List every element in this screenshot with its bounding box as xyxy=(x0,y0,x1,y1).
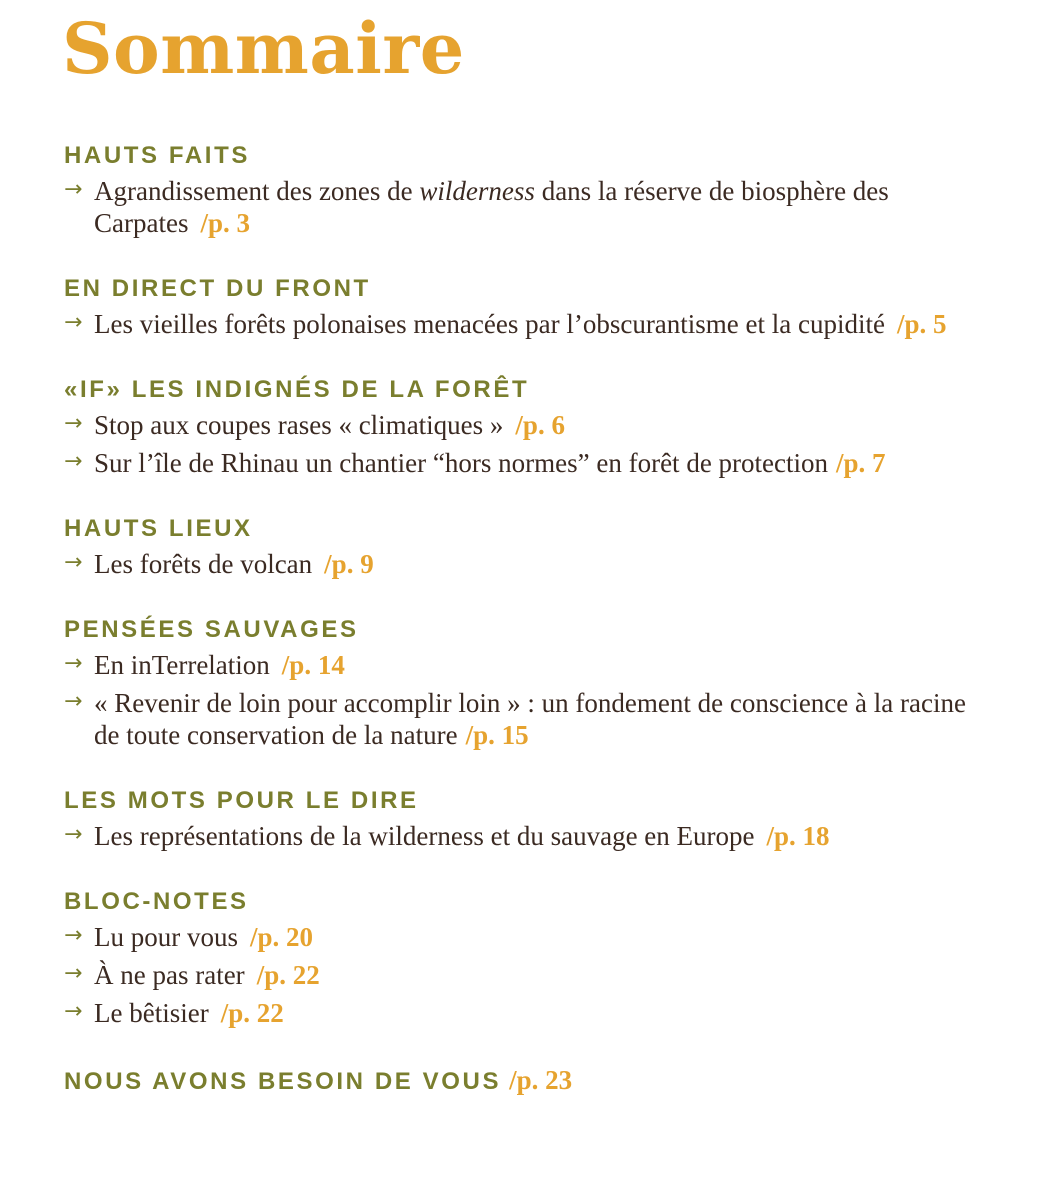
section-en-direct-du-front xyxy=(64,277,1024,340)
section-heading xyxy=(64,1067,1024,1094)
toc-item[interactable] xyxy=(64,921,974,953)
page-reference[interactable]: /p. 7 xyxy=(836,448,886,478)
page-reference[interactable]: /p. 18 xyxy=(766,821,830,851)
arrow-right-icon: → xyxy=(64,177,83,202)
section-heading: BLOC-NOTES xyxy=(64,888,249,915)
toc-item[interactable] xyxy=(64,649,974,681)
page-reference[interactable]: /p. 15 xyxy=(465,720,529,750)
toc-item-title: En inTerrelation xyxy=(94,650,270,680)
toc-item[interactable] xyxy=(64,687,974,751)
arrow-right-icon: → xyxy=(64,961,83,986)
section-heading: EN DIRECT DU FRONT xyxy=(64,275,371,302)
toc-item-title: Lu pour vous xyxy=(94,922,238,952)
page-reference[interactable]: /p. 22 xyxy=(256,960,320,990)
page-reference[interactable]: /p. 14 xyxy=(281,650,345,680)
toc-item[interactable] xyxy=(64,959,974,991)
arrow-right-icon: → xyxy=(64,651,83,676)
page-reference[interactable]: /p. 6 xyxy=(515,410,565,440)
section-nous-avons-besoin-de-vous xyxy=(64,1067,1024,1094)
section-heading: PENSÉES SAUVAGES xyxy=(64,616,359,643)
section-les-mots-pour-le-dire xyxy=(64,789,1024,852)
toc-item[interactable] xyxy=(64,447,974,479)
section-hauts-faits xyxy=(64,144,1024,239)
arrow-right-icon: → xyxy=(64,822,83,847)
section-heading: «IF» LES INDIGNÉS DE LA FORÊT xyxy=(64,376,530,403)
arrow-right-icon: → xyxy=(64,411,83,436)
section-heading: HAUTS LIEUX xyxy=(64,515,253,542)
section-pensees-sauvages xyxy=(64,618,1024,751)
toc-item-title: « Revenir de loin pour accomplir loin » : un fondement de conscience à la racine de toute conservation de la nature xyxy=(94,688,966,750)
toc-item-title: Les représentations de la wilderness et du sauvage en Europe xyxy=(94,821,755,851)
arrow-right-icon: → xyxy=(64,550,83,575)
toc-item-title: Stop aux coupes rases « climatiques » xyxy=(94,410,504,440)
toc-item-title: Le bêtisier xyxy=(94,998,209,1028)
toc-item-title: Sur l’île de Rhinau un chantier “hors normes” en forêt de protection xyxy=(94,448,829,478)
arrow-right-icon: → xyxy=(64,449,83,474)
arrow-right-icon: → xyxy=(64,999,83,1024)
toc-item[interactable] xyxy=(64,548,974,580)
toc-item[interactable] xyxy=(64,409,974,441)
arrow-right-icon: → xyxy=(64,689,83,714)
page-reference[interactable]: /p. 22 xyxy=(220,998,284,1028)
toc-item[interactable] xyxy=(64,308,974,340)
section-heading: LES MOTS POUR LE DIRE xyxy=(64,787,419,814)
page-reference[interactable]: /p. 5 xyxy=(896,309,947,339)
toc-item[interactable] xyxy=(64,997,974,1029)
toc-item-title: Agrandissement des zones de wilderness dans la réserve de biosphère des Carpates xyxy=(94,176,889,238)
page-reference[interactable]: /p. 9 xyxy=(324,549,374,579)
section-heading: HAUTS FAITS xyxy=(64,142,250,169)
arrow-right-icon: → xyxy=(64,923,83,948)
toc-item-title: Les forêts de volcan xyxy=(94,549,313,579)
toc-item-title: À ne pas rater xyxy=(94,960,245,990)
toc-item[interactable] xyxy=(64,820,974,852)
page-reference[interactable]: /p. 23 xyxy=(509,1065,573,1095)
section-les-indignes-de-la-foret xyxy=(64,378,1024,479)
section-heading-text: NOUS AVONS BESOIN DE VOUS xyxy=(64,1068,502,1095)
page-title: Sommaire xyxy=(62,7,465,90)
toc-item[interactable] xyxy=(64,175,974,239)
arrow-right-icon: → xyxy=(64,310,83,335)
toc-item-title: Les vieilles forêts polonaises menacées par l’obscurantisme et la cupidité xyxy=(94,309,885,339)
table-of-contents xyxy=(64,0,1024,1094)
section-bloc-notes xyxy=(64,890,1024,1029)
section-hauts-lieux xyxy=(64,517,1024,580)
page-reference[interactable]: /p. 3 xyxy=(200,208,250,238)
page-reference[interactable]: /p. 20 xyxy=(250,922,314,952)
